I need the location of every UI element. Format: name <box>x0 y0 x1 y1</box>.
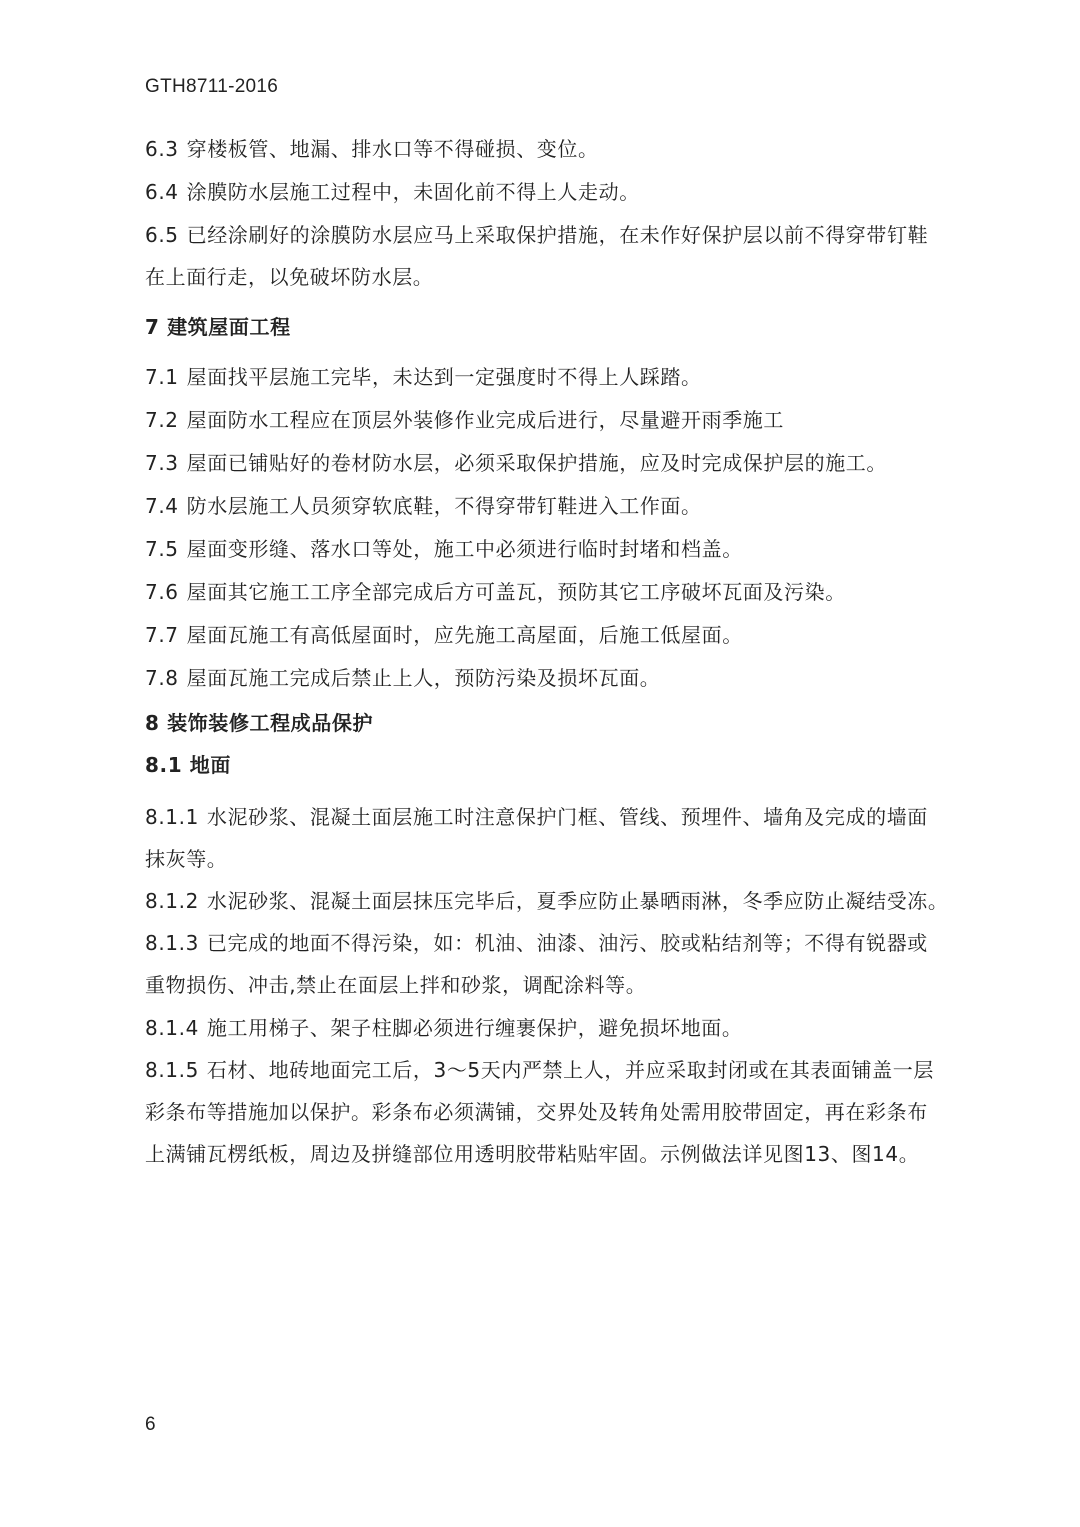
clause-number: 7.1 <box>145 365 179 389</box>
clause-text: 屋面防水工程应在顶层外装修作业完成后进行，尽量避开雨季施工 <box>186 408 785 432</box>
clause-text: 屋面变形缝、落水口等处，施工中必须进行临时封堵和档盖。 <box>186 537 743 561</box>
clause-number: 7.5 <box>145 537 179 561</box>
clause-7-2 <box>145 399 980 441</box>
clause-text: 屋面瓦施工有高低屋面时，应先施工高屋面，后施工低屋面。 <box>186 623 743 647</box>
clause-number: 6.5 <box>145 223 179 247</box>
clause-text: 屋面瓦施工完成后禁止上人，预防污染及损坏瓦面。 <box>186 666 661 690</box>
section-heading-7: 7 建筑屋面工程 <box>145 315 291 339</box>
clause-text: 水泥砂浆、混凝土面层施工时注意保护门框、管线、预埋件、墙角及完成的墙面 <box>206 805 928 829</box>
clause-8-1-5 <box>145 1049 980 1175</box>
clause-6-5 <box>145 214 980 298</box>
clause-text: 石材、地砖地面完工后，3～5天内严禁上人，并应采取封闭或在其表面铺盖一层 <box>206 1058 934 1082</box>
clause-line <box>145 922 980 964</box>
clause-text: 已经涂刷好的涂膜防水层应马上采取保护措施，在未作好保护层以前不得穿带钉鞋 <box>186 223 929 247</box>
clause-number: 7.8 <box>145 666 179 690</box>
section-heading-8: 8 装饰装修工程成品保护 <box>145 711 374 735</box>
clause-number: 8.1.1 <box>145 805 199 829</box>
clause-7-6 <box>145 571 980 613</box>
clause-text: 施工用梯子、架子柱脚必须进行缠裹保护，避免损坏地面。 <box>206 1016 743 1040</box>
clause-7-4 <box>145 485 980 527</box>
clause-number: 7.4 <box>145 494 179 518</box>
clause-line <box>145 1049 980 1091</box>
clause-text: 屋面已铺贴好的卷材防水层，必须采取保护措施，应及时完成保护层的施工。 <box>186 451 888 475</box>
clause-8-1-3 <box>145 922 980 1006</box>
clause-8-1-1 <box>145 796 980 880</box>
clause-text: 已完成的地面不得污染，如：机油、油漆、油污、胶或粘结剂等；不得有锐器或 <box>206 931 928 955</box>
clause-number: 7.3 <box>145 451 179 475</box>
clause-text: 防水层施工人员须穿软底鞋，不得穿带钉鞋进入工作面。 <box>186 494 702 518</box>
clause-line <box>145 214 980 256</box>
clause-line: 抹灰等。 <box>145 847 228 871</box>
page-number: 6 <box>145 1414 156 1435</box>
clause-number: 6.3 <box>145 137 179 161</box>
clause-7-3 <box>145 442 980 484</box>
clause-line: 在上面行走，以免破坏防水层。 <box>145 265 434 289</box>
clause-line <box>145 796 980 838</box>
clause-line: 重物损伤、冲击,禁止在面层上拌和砂浆，调配涂料等。 <box>145 973 647 997</box>
document-code: GTH8711-2016 <box>145 76 279 97</box>
clause-text: 穿楼板管、地漏、排水口等不得碰损、变位。 <box>186 137 599 161</box>
clause-line: 彩条布等措施加以保护。彩条布必须满铺，交界处及转角处需用胶带固定，再在彩条布 <box>145 1100 928 1124</box>
clause-number: 7.6 <box>145 580 179 604</box>
clause-text: 屋面其它施工工序全部完成后方可盖瓦，预防其它工序破坏瓦面及污染。 <box>186 580 846 604</box>
clause-line: 上满铺瓦楞纸板，周边及拼缝部位用透明胶带粘贴牢固。示例做法详见图13、图14。 <box>145 1142 920 1166</box>
clause-number: 8.1.5 <box>145 1058 199 1082</box>
clause-6-3 <box>145 128 980 170</box>
clause-number: 7.7 <box>145 623 179 647</box>
clause-7-8 <box>145 657 980 699</box>
clause-number: 8.1.3 <box>145 931 199 955</box>
clause-number: 6.4 <box>145 180 179 204</box>
clause-text: 涂膜防水层施工过程中，未固化前不得上人走动。 <box>186 180 640 204</box>
clause-text: 水泥砂浆、混凝土面层抹压完毕后，夏季应防止暴晒雨淋，冬季应防止凝结受冻。 <box>206 889 949 913</box>
clause-number: 7.2 <box>145 408 179 432</box>
clause-8-1-2 <box>145 880 980 922</box>
clause-6-4 <box>145 171 980 213</box>
clause-7-5 <box>145 528 980 570</box>
clause-number: 8.1.4 <box>145 1016 199 1040</box>
clause-number: 8.1.2 <box>145 889 199 913</box>
clause-8-1-4 <box>145 1007 980 1049</box>
subsection-heading-8-1: 8.1 地面 <box>145 753 231 777</box>
clause-7-1 <box>145 356 980 398</box>
clause-7-7 <box>145 614 980 656</box>
clause-text: 屋面找平层施工完毕，未达到一定强度时不得上人踩踏。 <box>186 365 702 389</box>
